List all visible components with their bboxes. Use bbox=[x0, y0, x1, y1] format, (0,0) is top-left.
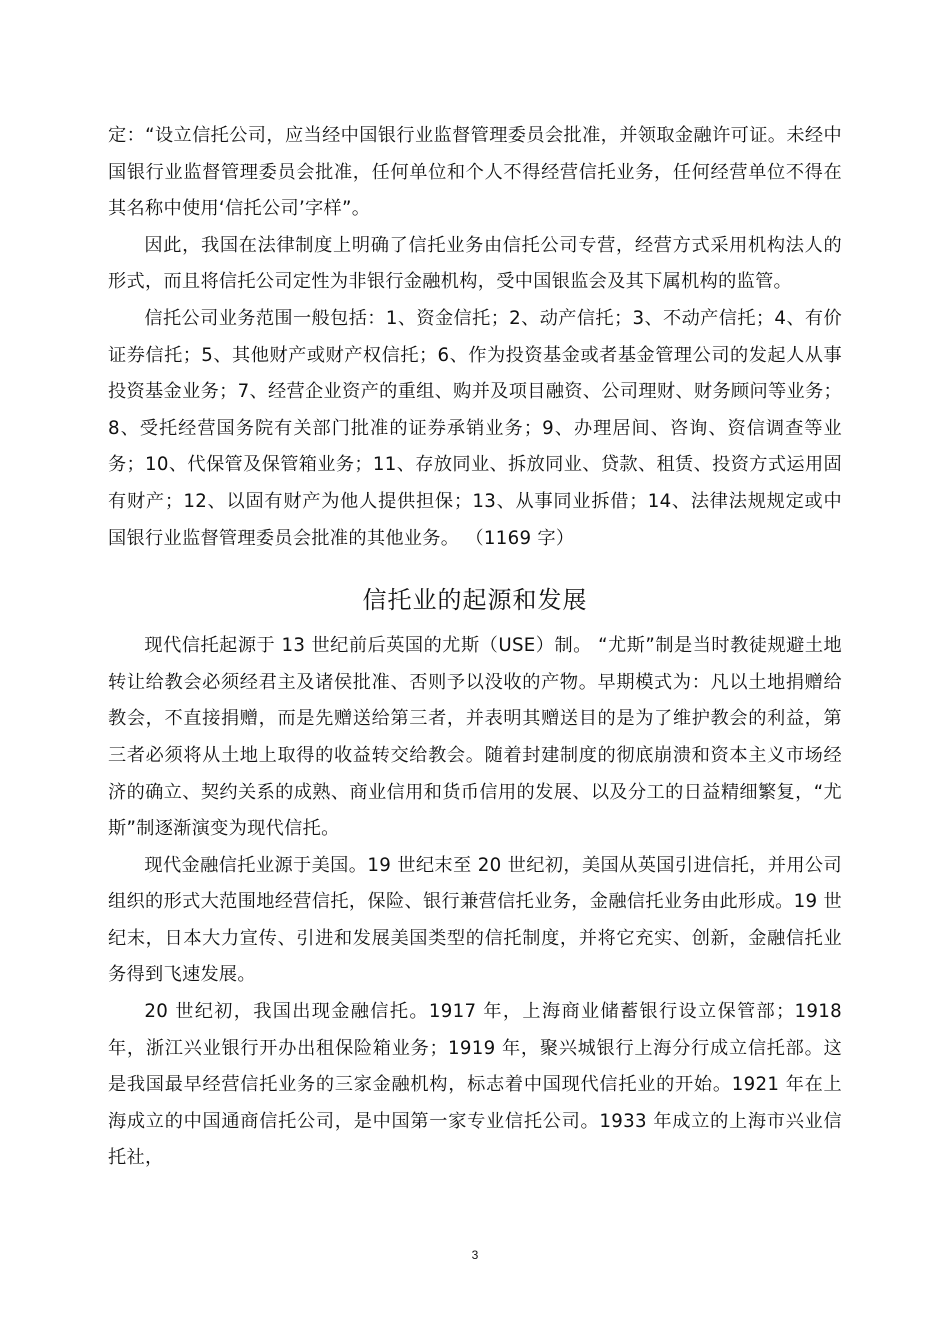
paragraph-china-trust: 20 世纪初，我国出现金融信托。1917 年，上海商业储蓄银行设立保管部；1918 年，浙江兴业银行开办出租保险箱业务；1919 年，聚兴城银行上海分行成立信托部。这是我国最早经营信托业务的三家金融机构，标志着中国现代信托业的开始。1921 年在上海成立的中国通商信托公司，是中国第一家专业信托公司。1933 年成立的上海市兴业信托社， bbox=[108, 1001, 842, 1169]
paragraph-use-system: 现代信托起源于 13 世纪前后英国的尤斯（USE）制。 “尤斯”制是当时教徒规避土地转让给教会必须经君主及诸侯批准、否则予以没收的产物。早期模式为：凡以土地捐赠给教会，不直接捐赠，而是先赠送给第三者，并表明其赠送目的是为了维护教会的利益，第三者必须将从土地上取得的收益转交给教会。随着封建制度的彻底崩溃和资本主义市场经济的确立、契约关系的成熟、商业信用和货币信用的发展、以及分工的日益精细繁复，“尤斯”制逐渐演变为现代信托。 bbox=[108, 635, 842, 840]
paragraph-us-trust: 现代金融信托业源于美国。19 世纪末至 20 世纪初，美国从英国引进信托，并用公司组织的形式大范围地经营信托，保险、银行兼营信托业务，金融信托业务由此形成。19 世纪末，日本大力宣传、引进和发展美国类型的信托制度，并将它充实、创新，金融信托业务得到飞速发展。 bbox=[108, 854, 842, 986]
document-body bbox=[108, 118, 842, 1177]
section-heading: 信托业的起源和发展 bbox=[362, 586, 588, 615]
paragraph-legal-system: 因此，我国在法律制度上明确了信托业务由信托公司专营，经营方式采用机构法人的形式，而且将信托公司定性为非银行金融机构，受中国银监会及其下属机构的监管。 bbox=[108, 234, 842, 293]
page-number: 3 bbox=[471, 1248, 479, 1262]
paragraph-business-scope: 信托公司业务范围一般包括：1、资金信托；2、动产信托；3、不动产信托；4、有价证券信托；5、其他财产或财产权信托；6、作为投资基金或者基金管理公司的发起人从事投资基金业务；7、经营企业资产的重组、购并及项目融资、公司理财、财务顾问等业务；8、受托经营国务院有关部门批准的证券承销业务；9、办理居间、咨询、资信调查等业务；10、代保管及保管箱业务；11、存放同业、拆放同业、贷款、租赁、投资方式运用固有财产；12、以固有财产为他人提供担保；13、从事同业拆借；14、法律法规规定或中国银行业监督管理委员会批准的其他业务。 （1169 字） bbox=[108, 307, 842, 549]
paragraph-license-rule: 定：“设立信托公司，应当经中国银行业监督管理委员会批准，并领取金融许可证。未经中国银行业监督管理委员会批准，任何单位和个人不得经营信托业务，任何经营单位不得在其名称中使用‘信托公司’字样”。 bbox=[108, 125, 842, 220]
